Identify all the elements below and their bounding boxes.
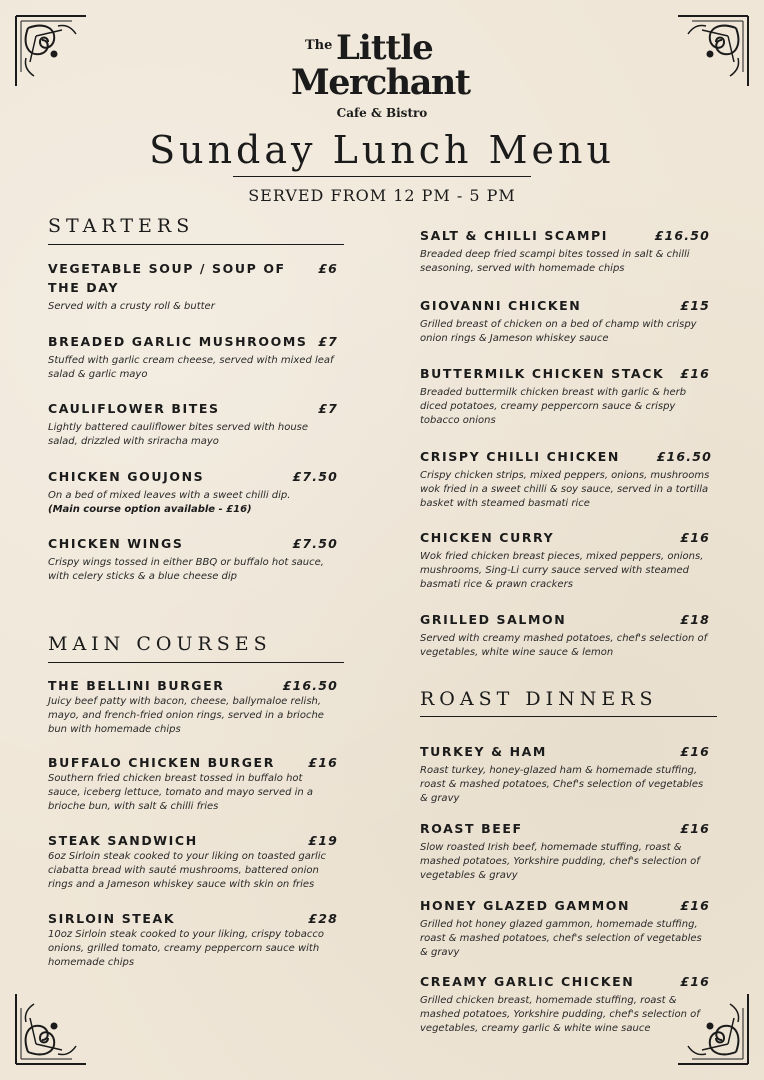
item-name: HONEY GLAZED GAMMON — [420, 898, 631, 913]
menu-item — [420, 742, 710, 806]
item-price: £16 — [680, 530, 710, 545]
item-description: Crispy wings tossed in either BBQ or buffalo hot sauce, with celery sticks & a blue cheese dip — [48, 557, 324, 582]
item-description: 10oz Sirloin steak cooked to your liking, crispy tobacco onions, grilled tomato, creamy peppercorn sauce with homemade chips — [48, 929, 325, 968]
item-name: CAULIFLOWER BITES — [48, 401, 220, 416]
menu-item — [48, 909, 338, 970]
item-name: STEAK SANDWICH — [48, 833, 198, 848]
item-description: Breaded deep fried scampi bites tossed in salt & chilli seasoning, served with homemade chips — [420, 249, 690, 274]
section-heading-starters: STARTERS — [48, 215, 195, 237]
item-name: CRISPY CHILLI CHICKEN — [420, 449, 620, 464]
item-description: Lightly battered cauliflower bites served with house salad, drizzled with sriracha mayo — [48, 422, 309, 447]
ornamental-corner-icon — [676, 14, 750, 88]
item-name: BREADED GARLIC MUSHROOMS — [48, 334, 308, 349]
menu-item — [420, 528, 710, 592]
item-price: £19 — [308, 833, 338, 848]
item-price: £18 — [680, 612, 710, 627]
item-price: £16 — [680, 744, 710, 759]
logo-little: Little — [336, 28, 433, 68]
menu-item — [48, 534, 338, 584]
menu-item — [420, 447, 712, 511]
section-heading-main-courses: MAIN COURSES — [48, 633, 272, 655]
menu-item — [48, 753, 338, 814]
item-description: Served with creamy mashed potatoes, chef's selection of vegetables, white wine sauce & lemon — [420, 633, 708, 658]
item-price: £7 — [318, 334, 338, 349]
menu-item — [420, 610, 710, 660]
item-name: CREAMY GARLIC CHICKEN — [420, 974, 635, 989]
item-description: Roast turkey, honey-glazed ham & homemade stuffing, roast & mashed potatoes, Chef's selection of vegetables & gravy — [420, 765, 704, 804]
section-heading-roast-dinners: ROAST DINNERS — [420, 688, 658, 710]
item-description: 6oz Sirloin steak cooked to your liking on toasted garlic ciabatta bread with sauté mushrooms, battered onion rings and a Jameson whiskey sauce with skin on fries — [48, 851, 327, 890]
item-name: CHICKEN WINGS — [48, 536, 184, 551]
menu-item — [48, 676, 338, 737]
item-name: SIRLOIN STEAK — [48, 911, 176, 926]
item-name: CHICKEN CURRY — [420, 530, 555, 545]
menu-item — [420, 226, 710, 276]
menu-item — [48, 259, 338, 314]
menu-item — [48, 399, 338, 449]
title-divider — [233, 176, 531, 177]
item-name: VEGETABLE SOUP / SOUP OF THE DAY — [48, 261, 286, 295]
section-divider — [48, 244, 344, 245]
item-description: Grilled breast of chicken on a bed of champ with crispy onion rings & Jameson whiskey sauce — [420, 319, 697, 344]
item-description: Crispy chicken strips, mixed peppers, onions, mushrooms wok fried in a sweet chilli & soy sauce, served in a tortilla basket with steamed basmati rice — [420, 470, 710, 509]
ornamental-corner-icon — [14, 992, 88, 1066]
item-description: Juicy beef patty with bacon, cheese, ballymaloe relish, mayo, and french-fried onion rings, served in a brioche bun with homemade chips — [48, 696, 324, 735]
item-name: BUFFALO CHICKEN BURGER — [48, 755, 275, 770]
item-name: SALT & CHILLI SCAMPI — [420, 228, 609, 243]
item-price: £28 — [308, 911, 338, 926]
item-price: £7 — [318, 401, 338, 416]
section-divider — [48, 662, 344, 663]
item-name: TURKEY & HAM — [420, 744, 547, 759]
logo-subtitle: Cafe & Bistro — [336, 106, 428, 120]
item-price: £16.50 — [282, 678, 338, 693]
item-name: BUTTERMILK CHICKEN STACK — [420, 366, 665, 381]
ornamental-corner-icon — [14, 14, 88, 88]
item-price: £16 — [680, 898, 710, 913]
menu-item — [420, 296, 710, 346]
item-note: (Main course option available - £16) — [48, 504, 252, 515]
menu-item — [48, 332, 338, 382]
item-price: £16 — [680, 821, 710, 836]
item-description: On a bed of mixed leaves with a sweet chilli dip. — [48, 490, 291, 501]
item-price: £6 — [318, 261, 338, 276]
item-price: £7.50 — [292, 536, 338, 551]
item-description: Wok fried chicken breast pieces, mixed peppers, onions, mushrooms, Sing-Li curry sauce served with steamed basmati rice & prawn crackers — [420, 551, 704, 590]
item-name: THE BELLINI BURGER — [48, 678, 225, 693]
menu-item — [48, 831, 338, 892]
item-price: £16 — [308, 755, 338, 770]
item-description: Slow roasted Irish beef, homemade stuffing, roast & mashed potatoes, Yorkshire pudding, chef's selection of vegetables & gravy — [420, 842, 700, 881]
item-description: Southern fried chicken breast tossed in buffalo hot sauce, iceberg lettuce, tomato and mayo served in a brioche bun, with salt & chilli fries — [48, 773, 314, 812]
item-price: £7.50 — [292, 469, 338, 484]
item-name: GRILLED SALMON — [420, 612, 567, 627]
item-description: Breaded buttermilk chicken breast with garlic & herb diced potatoes, creamy peppercorn sauce & crispy tobacco onions — [420, 387, 687, 426]
menu-item — [420, 896, 710, 960]
item-name: GIOVANNI CHICKEN — [420, 298, 582, 313]
logo-merchant: Merchant — [291, 62, 470, 103]
item-description: Grilled hot honey glazed gammon, homemade stuffing, roast & mashed potatoes, chef's selection of vegetables & gravy — [420, 919, 702, 958]
item-description: Served with a crusty roll & butter — [48, 301, 215, 312]
item-price: £16.50 — [656, 449, 712, 464]
item-name: ROAST BEEF — [420, 821, 523, 836]
item-price: £15 — [680, 298, 710, 313]
menu-item — [48, 467, 338, 517]
menu-title: Sunday Lunch Menu — [149, 128, 615, 172]
logo-the: The — [305, 38, 333, 53]
item-description: Grilled chicken breast, homemade stuffing, roast & mashed potatoes, Yorkshire pudding, chef's selection of vegetables, creamy garlic & white wine sauce — [420, 995, 700, 1034]
item-price: £16 — [680, 974, 710, 989]
item-name: CHICKEN GOUJONS — [48, 469, 205, 484]
item-description: Stuffed with garlic cream cheese, served with mixed leaf salad & garlic mayo — [48, 355, 334, 380]
serving-times: SERVED FROM 12 PM - 5 PM — [248, 186, 516, 205]
item-price: £16 — [680, 366, 710, 381]
section-divider — [420, 716, 717, 717]
item-price: £16.50 — [654, 228, 710, 243]
menu-item — [420, 972, 710, 1036]
menu-item — [420, 819, 710, 883]
menu-item — [420, 364, 710, 428]
